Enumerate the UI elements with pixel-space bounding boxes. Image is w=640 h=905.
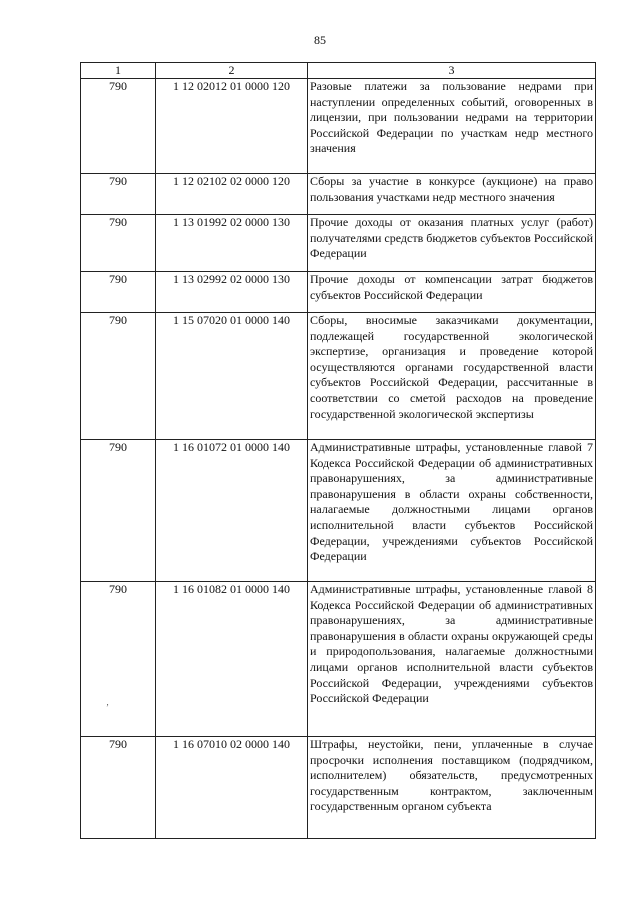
revenue-name-cell: Административные штрафы, установленные главой 7 Кодекса Российской Федерации об административных правонарушениях, за административные правонарушения в области охраны собственности, налагаемые должностными лицами органов исполнительной власти субъектов Российской Федерации, учреждениями субъектов Российской Федерации (308, 440, 596, 582)
revenue-name-cell: Сборы за участие в конкурсе (аукционе) на право пользования участками недр местного значения (308, 174, 596, 215)
budget-classification-code-cell: 1 12 02012 01 0000 120 (156, 79, 308, 174)
table-row (81, 737, 596, 839)
revenue-name-cell: Прочие доходы от компенсации затрат бюджетов субъектов Российской Федерации (308, 272, 596, 313)
column-header-1: 1 (81, 63, 156, 79)
budget-revenue-codes-table (80, 62, 596, 839)
table-row (81, 174, 596, 215)
administrator-code-cell: 790 (81, 174, 156, 215)
budget-classification-code-cell: 1 13 02992 02 0000 130 (156, 272, 308, 313)
administrator-code-cell: 790 (81, 737, 156, 839)
table-header-row (81, 63, 596, 79)
administrator-code-cell: 790 (81, 313, 156, 440)
budget-classification-code-cell: 1 16 01082 01 0000 140 (156, 582, 308, 737)
table-row (81, 440, 596, 582)
table-row (81, 582, 596, 737)
table-row (81, 215, 596, 272)
revenue-name-cell: Штрафы, неустойки, пени, уплаченные в случае просрочки исполнения поставщиком (подрядчиком, исполнителем) обязательств, предусмотренных государственным контрактом, заключенным государственным органом субъекта (308, 737, 596, 839)
column-header-3: 3 (308, 63, 596, 79)
budget-classification-code-cell: 1 16 01072 01 0000 140 (156, 440, 308, 582)
revenue-name-cell: Прочие доходы от оказания платных услуг (работ) получателями средств бюджетов субъектов Российской Федерации (308, 215, 596, 272)
revenue-name-cell: Административные штрафы, установленные главой 8 Кодекса Российской Федерации об административных правонарушениях, за административные правонарушения в области охраны окружающей среды и природопользования, налагаемые должностными лицами органов исполнительной власти субъектов Российской Федерации, учреждениями субъектов Российской Федерации (308, 582, 596, 737)
budget-classification-code-cell: 1 16 07010 02 0000 140 (156, 737, 308, 839)
administrator-code-cell: 790 (81, 79, 156, 174)
column-header-2: 2 (156, 63, 308, 79)
scan-speck-mark: ‚ (106, 697, 109, 707)
budget-classification-code-cell: 1 12 02102 02 0000 120 (156, 174, 308, 215)
administrator-code-cell: 790 (81, 272, 156, 313)
revenue-name-cell: Разовые платежи за пользование недрами при наступлении определенных событий, оговоренных в лицензии, при пользовании недрами на территории Российской Федерации по участкам недр местного значения (308, 79, 596, 174)
table-row (81, 272, 596, 313)
revenue-name-cell: Сборы, вносимые заказчиками документации, подлежащей государственной экологической экспертизе, организация и проведение которой осуществляются органами государственной власти субъектов Российской Федерации, рассчитанные в соответствии со сметой расходов на проведение государственной экологической экспертизы (308, 313, 596, 440)
table-row (81, 313, 596, 440)
administrator-code-cell: 790 (81, 440, 156, 582)
budget-classification-code-cell: 1 15 07020 01 0000 140 (156, 313, 308, 440)
table-row (81, 79, 596, 174)
page-number: 85 (314, 33, 326, 47)
budget-classification-code-cell: 1 13 01992 02 0000 130 (156, 215, 308, 272)
administrator-code-cell: 790 (81, 582, 156, 737)
administrator-code-cell: 790 (81, 215, 156, 272)
